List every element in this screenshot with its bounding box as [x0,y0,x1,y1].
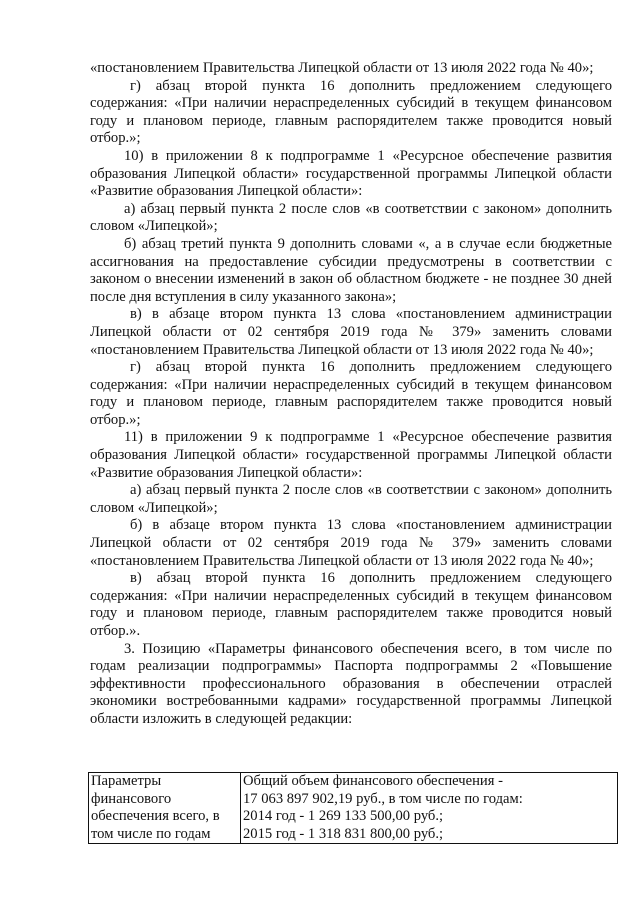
paragraph: «постановлением Правительства Липецкой области от 13 июля 2022 года № 40»; [90,60,594,76]
cell-line: 2014 год - 1 269 133 500,00 руб.; [243,808,444,825]
paragraph: а) абзац первый пункта 2 после слов «в соответствии с законом» дополнить словом «Липецкой»; [90,482,612,516]
paragraph: 10) в приложении 8 к подпрограмме 1 «Ресурсное обеспечение развития образования Липецкой области» государственной программы Липецкой области «Развитие образования Липецкой области»: [90,147,612,200]
paragraph: г) абзац второй пункта 16 дополнить предложением следующего содержания: «При наличии нераспределенных субсидий в текущем финансовом году и плановом периоде, главным распорядителем также проводится новый отбор.»; [90,77,612,147]
cell-line: 2015 год - 1 318 831 800,00 руб.; [243,825,444,842]
table-cell-label [89,773,241,844]
financing-parameters-table [88,772,618,844]
paragraph: в) в абзаце втором пункта 13 слова «постановлением администрации Липецкой области от 02 сентября 2019 года № 379» заменить словами «постановлением Правительства Липецкой области от 13 июля 2022 года № 40»; [90,306,612,358]
paragraph: г) абзац второй пункта 16 дополнить предложением следующего содержания: «При наличии нераспределенных субсидий в текущем финансовом году и плановом периоде, главным распорядителем также проводится новый отбор.»; [90,359,612,428]
paragraph: 3. Позицию «Параметры финансового обеспечения всего, в том числе по годам реализации подпрограммы» Паспорта подпрограммы 2 «Повышение эффективности профессионального образования в обеспечении отраслей экономики востребованными кадрами» государственной программы Липецкой области изложить в следующей редакции: [90,640,612,727]
table-row [89,773,618,844]
document-body [90,60,612,729]
paragraph: в) абзац второй пункта 16 дополнить предложением следующего содержания: «При наличии нераспределенных субсидий в текущем финансовом году и плановом периоде, главным распорядителем также проводится новый отбор.». [90,570,612,639]
cell-line: 17 063 897 902,19 руб., в том числе по годам: [243,790,523,807]
cell-line: финансового [91,790,172,807]
cell-line: Общий объем финансового обеспечения - [243,773,503,789]
paragraph: а) абзац первый пункта 2 после слов «в соответствии с законом» дополнить словом «Липецкой»; [90,200,612,235]
table-cell-value [241,773,618,844]
paragraph: б) абзац третий пункта 9 дополнить словами «, а в случае если бюджетные ассигнования на предоставление субсидии предусмотрены в соответствии с законом о внесении изменений в закон об областном бюджете - не позднее 30 дней после дня вступления в силу указанного закона»; [90,235,612,305]
paragraph: б) в абзаце втором пункта 13 слова «постановлением администрации Липецкой области от 02 сентября 2019 года № 379» заменить словами «постановлением Правительства Липецкой области от 13 июля 2022 года № 40»; [90,517,612,569]
cell-line: обеспечения всего, в [91,808,220,825]
cell-line: том числе по годам [91,825,211,842]
paragraph: 11) в приложении 9 к подпрограмме 1 «Ресурсное обеспечение развития образования Липецкой области» государственной программы Липецкой области «Развитие образования Липецкой области»: [90,429,612,481]
cell-line: Параметры [91,773,162,789]
